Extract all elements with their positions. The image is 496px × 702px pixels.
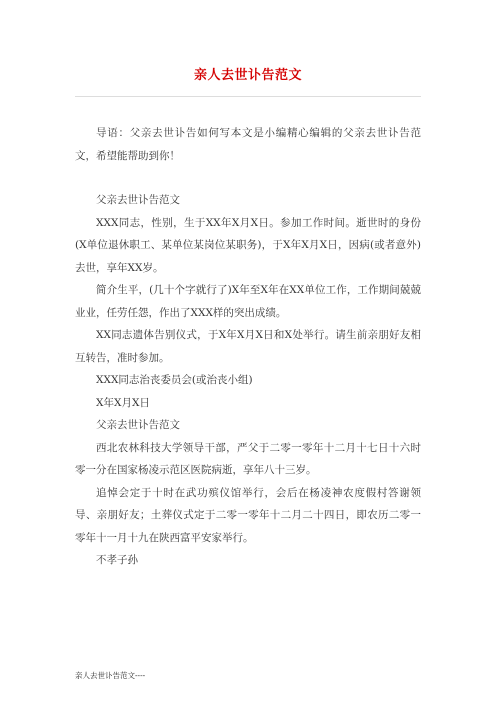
section1-paragraph-3: XX同志遗体告别仪式，于X年X月X日和X处举行。请生前亲朋好友相互转告，准时参加。 (75, 329, 421, 364)
spacer (75, 167, 421, 189)
document-title: 亲人去世讣告范文 (193, 68, 302, 83)
intro-paragraph: 导语：父亲去世讣告如何写本文是小编精心编辑的父亲去世讣告范文，希望能帮助到你！ (75, 127, 421, 162)
section1-signature: XXX同志治丧委员会(或治丧小组) (96, 374, 253, 386)
section1-heading: 父亲去世讣告范文 (96, 194, 180, 206)
page-footer: 亲人去世讣告范文---- (75, 671, 146, 680)
section2-signature: 不孝子孙 (96, 554, 138, 566)
document-body (75, 122, 421, 572)
section2-heading: 父亲去世讣告范文 (96, 419, 180, 431)
section1-paragraph-2: 简介生平，(几十个字就行了)X年至X年在XX单位工作，工作期间兢兢业业，任劳任怨，作出了XXX样的突出成绩。 (75, 284, 421, 319)
section1-paragraph-1: XXX同志，性别，生于XX年X月X日。参加工作时间。逝世时的身份(X单位退休职工、某单位某岗位某职务)，于X年X月X日，因病(或者意外)去世，享年XX岁。 (75, 216, 421, 274)
section1-date: X年X月X日 (96, 396, 150, 409)
section2-paragraph-2: 追悼会定于十时在武功殡仪馆举行，会后在杨凌神农度假村答谢领导、亲朋好友；土葬仪式定于二零一零年十二月二十四日，即农历二零一零年十一月十九在陕西富平安家举行。 (75, 486, 421, 544)
title-divider (75, 96, 421, 97)
section2-paragraph-1: 西北农林科技大学领导干部，严父于二零一零年十二月十七日十六时零一分在国家杨凌示范区医院病逝，享年八十三岁。 (75, 441, 421, 476)
